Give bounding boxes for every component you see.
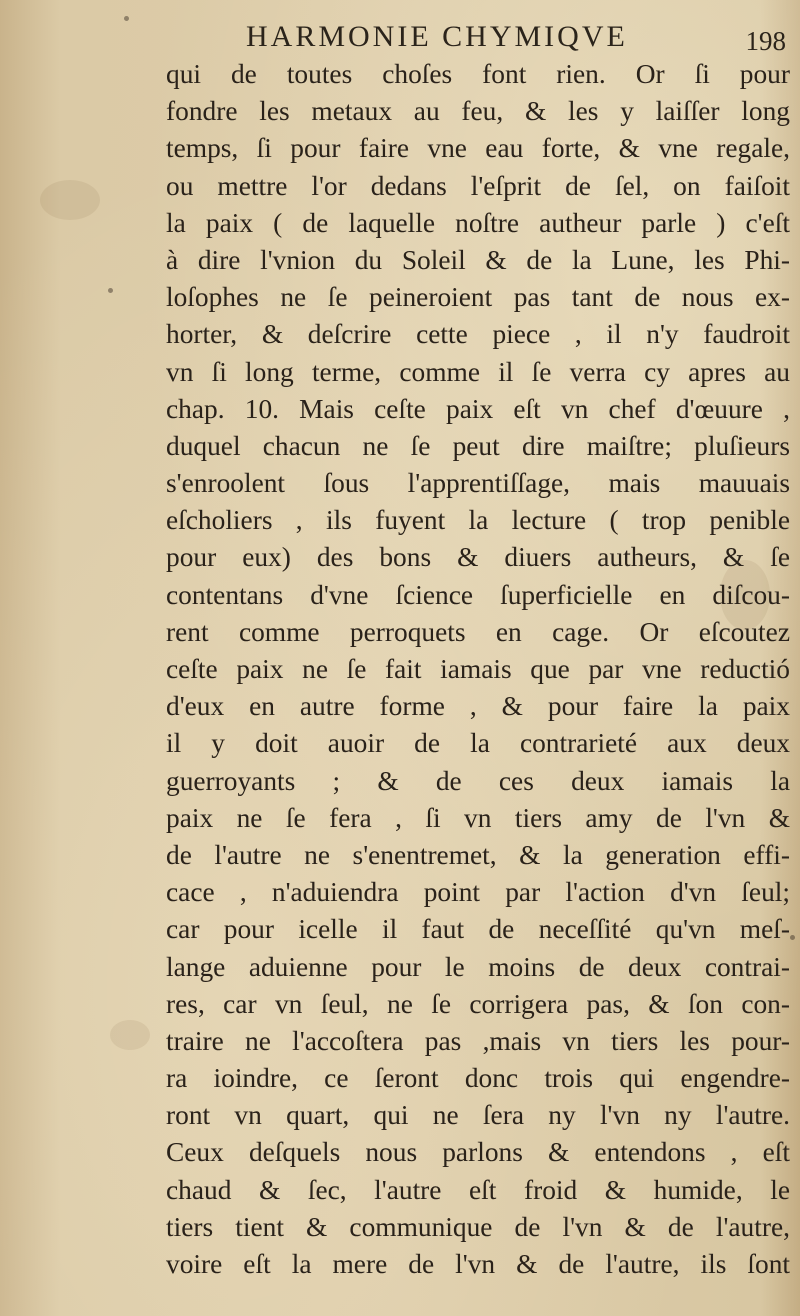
text-line: temps, ſi pour faire vne eau forte, & vne regale, (166, 133, 790, 164)
text-line: à dire l'vnion du Soleil & de la Lune, les Phi- (166, 244, 790, 275)
page-header (246, 14, 786, 60)
text-line: qui de toutes choſes font rien. Or ſi pour (166, 59, 790, 89)
text-line: traire ne l'accoſtera pas ,mais vn tiers les pour- (166, 1025, 790, 1056)
text-line: s'enroolent ſous l'apprentiſſage, mais mauuais (166, 468, 790, 499)
text-line: pour eux) des bons & diuers autheurs, & ſe (166, 542, 790, 573)
running-title: HARMONIE CHYMIQVE (246, 20, 628, 53)
paper-stain (40, 180, 100, 220)
text-line: vn ſi long terme, comme il ſe verra cy apres au (166, 356, 790, 387)
text-line: rent comme perroquets en cage. Or eſcoutez (166, 616, 790, 647)
text-line: contentans d'vne ſcience ſuperficielle en diſcou- (166, 579, 790, 610)
text-line: car pour icelle il faut de neceſſité qu'vn meſ- (166, 914, 790, 945)
text-line: chaud & ſec, l'autre eſt froid & humide, le (166, 1174, 790, 1205)
text-line: ra ioindre, ce ſeront donc trois qui engendre- (166, 1063, 790, 1094)
text-line: duquel chacun ne ſe peut dire maiſtre; pluſieurs (166, 430, 790, 461)
text-line: ront vn quart, qui ne ſera ny l'vn ny l'autre. (166, 1100, 790, 1131)
text-line: Ceux deſquels nous parlons & entendons , eſt (166, 1137, 790, 1168)
text-line: de l'autre ne s'enentremet, & la generation effi- (166, 839, 790, 870)
margin-mark (790, 935, 795, 940)
text-line: ou mettre l'or dedans l'eſprit de ſel, on faiſoit (166, 170, 790, 201)
text-line: cace , n'aduiendra point par l'action d'vn ſeul; (166, 877, 790, 908)
text-line: voire eſt la mere de l'vn & de l'autre, ils ſont (166, 1249, 790, 1279)
text-line: loſophes ne ſe peineroient pas tant de nous ex- (166, 282, 790, 313)
text-line: lange aduienne pour le moins de deux contrai- (166, 951, 790, 982)
text-line: il y doit auoir de la contrarieté aux deux (166, 728, 790, 759)
body-text (166, 56, 790, 1283)
text-line: la paix ( de laquelle noſtre autheur parle ) c'eſt (166, 207, 790, 238)
text-line: ceſte paix ne ſe fait iamais que par vne reductió (166, 654, 790, 684)
text-line: res, car vn ſeul, ne ſe corrigera pas, & ſon con- (166, 988, 790, 1019)
text-line: paix ne ſe fera , ſi vn tiers amy de l'vn & (166, 802, 790, 833)
paper-stain (110, 1020, 150, 1050)
text-line: horter, & deſcrire cette piece , il n'y faudroit (166, 319, 790, 350)
text-line: guerroyants ; & de ces deux iamais la (166, 765, 790, 796)
text-line: tiers tient & communique de l'vn & de l'autre, (166, 1211, 790, 1242)
text-line: fondre les metaux au feu, & les y laiſſer long (166, 96, 790, 127)
text-line: chap. 10. Mais ceſte paix eſt vn chef d'œuure , (166, 393, 790, 424)
text-line: d'eux en autre forme , & pour faire la paix (166, 691, 790, 722)
margin-mark (124, 16, 129, 21)
page-number: 198 (745, 26, 786, 56)
margin-mark (108, 288, 113, 293)
text-line: eſcholiers , ils fuyent la lecture ( trop penible (166, 505, 790, 536)
